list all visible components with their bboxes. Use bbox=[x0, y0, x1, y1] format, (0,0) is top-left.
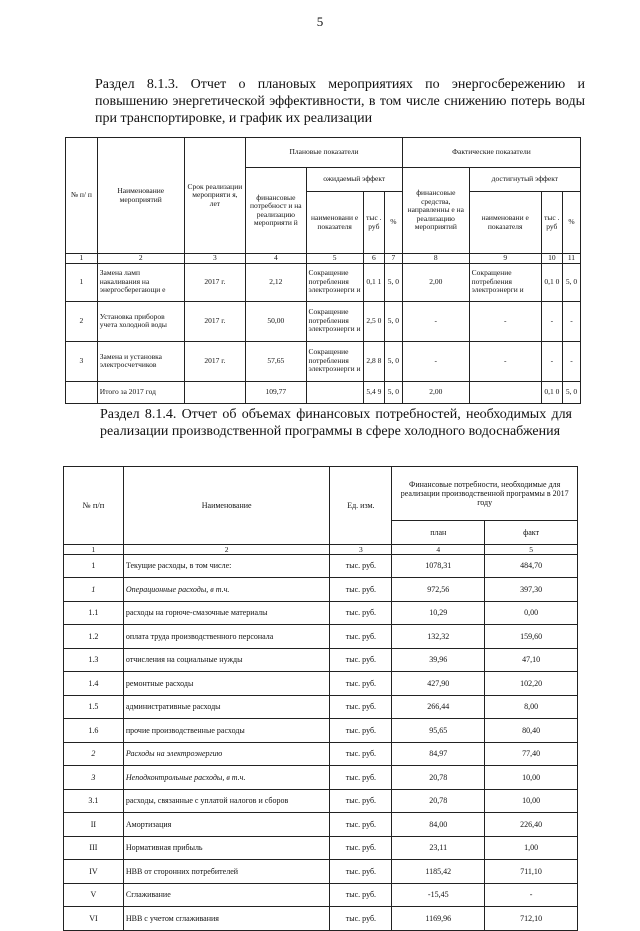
header-pct-2: % bbox=[562, 192, 580, 254]
total-rub-2: 0,1 0 bbox=[541, 381, 562, 403]
cell-name: отчисления на социальные нужды bbox=[123, 648, 330, 672]
cell-indicator-2: - bbox=[469, 301, 541, 341]
header-indicator-name-2: наименовани е показателя bbox=[469, 192, 541, 254]
table-row bbox=[66, 263, 581, 301]
section-8-1-4-title: Раздел 8.1.4. Отчет об объемах финансовых потребностей, необходимых для реализации производственной программы в сфере холодного водоснабжения bbox=[100, 407, 572, 439]
cell-unit: тыс. руб. bbox=[330, 836, 392, 860]
table-row bbox=[64, 672, 578, 696]
cell-indicator-2: Сокращение потребления электроэнерги и bbox=[469, 263, 541, 301]
cell-means: - bbox=[402, 301, 469, 341]
cell-term: 2017 г. bbox=[184, 263, 245, 301]
total-row bbox=[66, 381, 581, 403]
cell-term: 2017 г. bbox=[184, 301, 245, 341]
cell-name: оплата труда производственного персонала bbox=[123, 625, 330, 649]
cell-num: 3.1 bbox=[64, 789, 124, 813]
cell-means: 2,00 bbox=[402, 263, 469, 301]
cell-fact: 0,00 bbox=[485, 601, 578, 625]
cell-plan: 1078,31 bbox=[392, 554, 485, 578]
cell-fact: 226,40 bbox=[485, 813, 578, 837]
header-achieved: достигнутый эффект bbox=[469, 168, 580, 192]
cell-pct-2: 5, 0 bbox=[562, 263, 580, 301]
cell-num: 1 bbox=[64, 554, 124, 578]
total-fin: 109,77 bbox=[246, 381, 306, 403]
cell-num: 1.1 bbox=[64, 601, 124, 625]
cell-num: 1.3 bbox=[64, 648, 124, 672]
cell-plan: 972,56 bbox=[392, 578, 485, 602]
cell-name: расходы, связанные с уплатой налогов и сборов bbox=[123, 789, 330, 813]
table-row bbox=[64, 578, 578, 602]
cell-fact: - bbox=[485, 883, 578, 907]
cell-unit: тыс. руб. bbox=[330, 907, 392, 931]
cell-unit: тыс. руб. bbox=[330, 601, 392, 625]
colnum: 3 bbox=[184, 254, 245, 264]
table-row bbox=[66, 301, 581, 341]
cell-name: Операционные расходы, в т.ч. bbox=[123, 578, 330, 602]
total-label: Итого за 2017 год bbox=[97, 381, 184, 403]
cell-term: 2017 г. bbox=[184, 341, 245, 381]
colnum: 3 bbox=[330, 544, 392, 554]
cell-means: - bbox=[402, 341, 469, 381]
cell-num: 3 bbox=[64, 766, 124, 790]
cell-fact: 484,70 bbox=[485, 554, 578, 578]
table-row bbox=[64, 695, 578, 719]
energy-saving-measures-table bbox=[65, 137, 581, 404]
colnum: 9 bbox=[469, 254, 541, 264]
table-row bbox=[64, 836, 578, 860]
total-pct-2: 5, 0 bbox=[562, 381, 580, 403]
cell-name: расходы на горюче-смазочные материалы bbox=[123, 601, 330, 625]
cell-pct: 5, 0 bbox=[384, 341, 402, 381]
cell-unit: тыс. руб. bbox=[330, 625, 392, 649]
cell-plan: 95,65 bbox=[392, 719, 485, 743]
table-row bbox=[64, 766, 578, 790]
cell-plan: 266,44 bbox=[392, 695, 485, 719]
cell-indicator: Сокращение потребления электроэнерги и bbox=[306, 341, 363, 381]
cell-num: 1.6 bbox=[64, 719, 124, 743]
cell-name: Расходы на электроэнергию bbox=[123, 742, 330, 766]
table-row bbox=[64, 601, 578, 625]
cell-num: 1 bbox=[64, 578, 124, 602]
cell-fact: 711,10 bbox=[485, 860, 578, 884]
cell-name: Амортизация bbox=[123, 813, 330, 837]
cell-indicator-2: - bbox=[469, 341, 541, 381]
cell-unit: тыс. руб. bbox=[330, 860, 392, 884]
cell-unit: тыс. руб. bbox=[330, 672, 392, 696]
cell-fact: 8,00 bbox=[485, 695, 578, 719]
cell-name: прочие производственные расходы bbox=[123, 719, 330, 743]
cell-plan: 427,90 bbox=[392, 672, 485, 696]
cell-name: Неподконтрольные расходы, в т.ч. bbox=[123, 766, 330, 790]
table-row bbox=[66, 341, 581, 381]
cell-indicator: Сокращение потребления электроэнерги и bbox=[306, 263, 363, 301]
colnum: 2 bbox=[97, 254, 184, 264]
cell-fin: 50,00 bbox=[246, 301, 306, 341]
header-planned: Плановые показатели bbox=[246, 138, 403, 168]
cell-plan: 23,11 bbox=[392, 836, 485, 860]
table-row bbox=[64, 907, 578, 931]
total-rub: 5,4 9 bbox=[363, 381, 384, 403]
cell-name: Замена ламп накаливания на энергосберегающи е bbox=[97, 263, 184, 301]
header-expected: ожидаемый эффект bbox=[306, 168, 402, 192]
cell-num: V bbox=[64, 883, 124, 907]
cell-unit: тыс. руб. bbox=[330, 554, 392, 578]
colnum: 4 bbox=[246, 254, 306, 264]
cell-name: НВВ от сторонних потребителей bbox=[123, 860, 330, 884]
cell-rub-2: - bbox=[541, 341, 562, 381]
table-row bbox=[64, 860, 578, 884]
cell-plan: 1185,42 bbox=[392, 860, 485, 884]
cell-plan: 39,96 bbox=[392, 648, 485, 672]
financial-needs-table bbox=[63, 466, 578, 931]
cell-num: 3 bbox=[66, 341, 98, 381]
cell-fact: 397,30 bbox=[485, 578, 578, 602]
header-num: № п/п bbox=[64, 467, 124, 545]
cell-unit: тыс. руб. bbox=[330, 578, 392, 602]
header-num: № п/ п bbox=[66, 138, 98, 254]
table-row bbox=[64, 883, 578, 907]
table-row bbox=[64, 554, 578, 578]
cell-num: 1.5 bbox=[64, 695, 124, 719]
colnum: 1 bbox=[64, 544, 124, 554]
header-plan: план bbox=[392, 521, 485, 545]
colnum: 5 bbox=[485, 544, 578, 554]
colnum: 4 bbox=[392, 544, 485, 554]
cell-unit: тыс. руб. bbox=[330, 719, 392, 743]
cell-unit: тыс. руб. bbox=[330, 789, 392, 813]
cell-unit: тыс. руб. bbox=[330, 813, 392, 837]
colnum: 8 bbox=[402, 254, 469, 264]
cell-plan: 84,00 bbox=[392, 813, 485, 837]
colnum: 6 bbox=[363, 254, 384, 264]
cell-unit: тыс. руб. bbox=[330, 695, 392, 719]
colnum: 5 bbox=[306, 254, 363, 264]
cell-plan: 10,29 bbox=[392, 601, 485, 625]
cell-plan: 20,78 bbox=[392, 766, 485, 790]
header-name: Наименование bbox=[123, 467, 330, 545]
header-term: Срок реализации мероприяти я, лет bbox=[184, 138, 245, 254]
cell-fact: 80,40 bbox=[485, 719, 578, 743]
cell-name: ремонтные расходы bbox=[123, 672, 330, 696]
cell-num: 2 bbox=[66, 301, 98, 341]
header-fact: факт bbox=[485, 521, 578, 545]
colnum: 10 bbox=[541, 254, 562, 264]
total-means: 2,00 bbox=[402, 381, 469, 403]
cell-unit: тыс. руб. bbox=[330, 883, 392, 907]
cell-fact: 10,00 bbox=[485, 766, 578, 790]
cell-plan: -15,45 bbox=[392, 883, 485, 907]
colnum: 1 bbox=[66, 254, 98, 264]
total-pct: 5, 0 bbox=[384, 381, 402, 403]
cell-name: административные расходы bbox=[123, 695, 330, 719]
cell-fin: 57,65 bbox=[246, 341, 306, 381]
cell-pct: 5, 0 bbox=[384, 301, 402, 341]
section-8-1-3-title: Раздел 8.1.3. Отчет о плановых мероприятиях по энергосбережению и повышению энергетической эффективности, в том числе снижению потерь воды при транспортировке, и график их реализации bbox=[95, 77, 585, 126]
page-number: 5 bbox=[316, 14, 324, 29]
cell-rub: 0,1 1 bbox=[363, 263, 384, 301]
cell-plan: 132,32 bbox=[392, 625, 485, 649]
cell-name: Замена и установка электросчетчиков bbox=[97, 341, 184, 381]
header-indicator-name: наименовани е показателя bbox=[306, 192, 363, 254]
header-unit-2: тыс . руб bbox=[541, 192, 562, 254]
header-fin-need: финансовые потребност и на реализацию мероприяти й bbox=[246, 168, 306, 254]
table-row bbox=[64, 742, 578, 766]
table-row bbox=[64, 813, 578, 837]
cell-rub: 2,5 0 bbox=[363, 301, 384, 341]
colnum: 2 bbox=[123, 544, 330, 554]
cell-unit: тыс. руб. bbox=[330, 742, 392, 766]
cell-name: Сглаживание bbox=[123, 883, 330, 907]
cell-fact: 712,10 bbox=[485, 907, 578, 931]
colnum: 11 bbox=[562, 254, 580, 264]
cell-indicator: Сокращение потребления электроэнерги и bbox=[306, 301, 363, 341]
cell-num: III bbox=[64, 836, 124, 860]
cell-fact: 1,00 bbox=[485, 836, 578, 860]
cell-pct-2: - bbox=[562, 341, 580, 381]
header-pct: % bbox=[384, 192, 402, 254]
cell-unit: тыс. руб. bbox=[330, 766, 392, 790]
cell-fact: 10,00 bbox=[485, 789, 578, 813]
cell-fact: 47,10 bbox=[485, 648, 578, 672]
cell-fact: 159,60 bbox=[485, 625, 578, 649]
colnum: 7 bbox=[384, 254, 402, 264]
cell-fact: 102,20 bbox=[485, 672, 578, 696]
cell-num: 1.2 bbox=[64, 625, 124, 649]
cell-rub: 2,8 8 bbox=[363, 341, 384, 381]
cell-plan: 20,78 bbox=[392, 789, 485, 813]
header-unit: тыс . руб bbox=[363, 192, 384, 254]
cell-plan: 84,97 bbox=[392, 742, 485, 766]
header-fin-means: финансовые средства, направленны е на реализацию мероприятий bbox=[402, 168, 469, 254]
cell-num: VI bbox=[64, 907, 124, 931]
cell-name: Текущие расходы, в том числе: bbox=[123, 554, 330, 578]
cell-rub-2: 0,1 0 bbox=[541, 263, 562, 301]
cell-plan: 1169,96 bbox=[392, 907, 485, 931]
cell-pct-2: - bbox=[562, 301, 580, 341]
cell-num: II bbox=[64, 813, 124, 837]
cell-pct: 5, 0 bbox=[384, 263, 402, 301]
cell-num: 1 bbox=[66, 263, 98, 301]
table-row bbox=[64, 719, 578, 743]
cell-unit: тыс. руб. bbox=[330, 648, 392, 672]
cell-fin: 2,12 bbox=[246, 263, 306, 301]
cell-num: IV bbox=[64, 860, 124, 884]
cell-name: Нормативная прибыль bbox=[123, 836, 330, 860]
header-fin-needs: Финансовые потребности, необходимые для реализации производственной программы в 2017 году bbox=[392, 467, 578, 521]
table-row bbox=[64, 648, 578, 672]
cell-name: Установка приборов учета холодной воды bbox=[97, 301, 184, 341]
cell-num: 1.4 bbox=[64, 672, 124, 696]
table-row bbox=[64, 789, 578, 813]
cell-num: 2 bbox=[64, 742, 124, 766]
header-unit: Ед. изм. bbox=[330, 467, 392, 545]
header-name: Наименование мероприятий bbox=[97, 138, 184, 254]
cell-name: НВВ с учетом сглаживания bbox=[123, 907, 330, 931]
table-row bbox=[64, 625, 578, 649]
cell-rub-2: - bbox=[541, 301, 562, 341]
cell-fact: 77,40 bbox=[485, 742, 578, 766]
header-actual: Фактические показатели bbox=[402, 138, 580, 168]
